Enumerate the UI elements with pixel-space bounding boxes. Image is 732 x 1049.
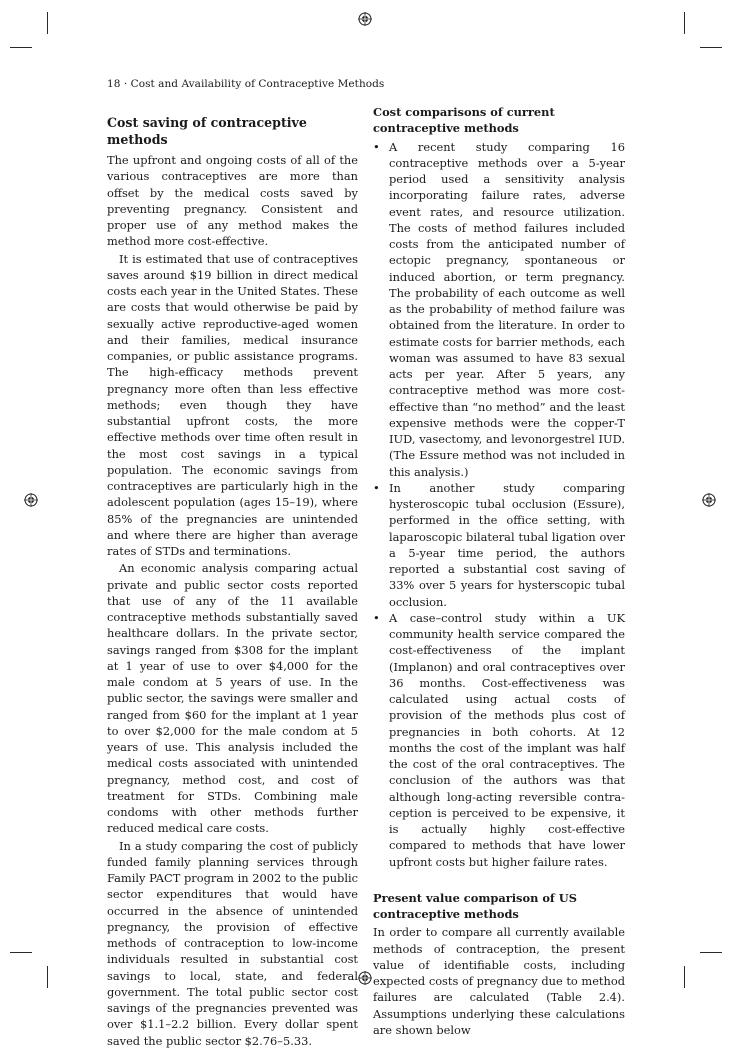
list-item-text: A case–control study within a UK community health service compared the cost-effectiveness of the implant (Implanon) and oral contraceptives over 36 months. Cost-effectiveness was calculated using actual costs of provision of the methods plus cost of pregnancies in both cohorts. At 12 months the cost of the implant was half the cost of the oral contraceptives. The conclusion of the authors was that although long-acting reversible contraception is perceived to be expensive, it is actually highly cost-effective compared to methods that have lower upfront costs but higher failure rates. (389, 610, 625, 869)
section-heading-cost-comparisons: Cost comparisons of current contraceptive methods (373, 105, 555, 136)
crop-mark-top-left-h (10, 47, 32, 48)
paragraph: The upfront and ongoing costs of all of the various contraceptives are more than offset by the medical costs saved by preventing pregnancy. Consistent and proper use of any method makes the method more cost-effective. (107, 153, 358, 249)
section-spacer (373, 870, 625, 890)
list-item (373, 610, 625, 870)
right-column (373, 104, 625, 1038)
crop-mark-top-right-v (684, 12, 685, 34)
section-heading-present-value: Present value comparison of US contraceptive methods (373, 890, 577, 921)
registration-mark-bottom-icon (358, 971, 372, 985)
running-head: 18 · Cost and Availability of Contraceptive Methods (107, 78, 385, 90)
paragraph: In order to compare all currently available methods of contraception, the present value of identifiable costs, including expected costs of pregnancy due to method failures are calculated (Table 2.4). Assumptions underlying these calculations are shown below (373, 925, 625, 1037)
list-item (373, 480, 625, 610)
paragraph: An economic analysis comparing actual private and public sector costs reported that use of any of the 11 available contraceptive methods substantially saved healthcare dollars. In the private sector, savings ranged from $308 for the implant at 1 year of use to over $4,000 for the male condom at 5 years of use. In the public sector, the savings were smaller and ranged from $60 for the implant at 1 year to over $2,000 for the male condom at 5 years of use. This analysis included the medical costs associated with unintended pregnancy, method cost, and cost of treatment for STDs. Combining male condoms with other methods further reduced medical care costs. (107, 561, 358, 836)
left-column (107, 104, 358, 1049)
list-item (373, 139, 625, 480)
registration-mark-left-icon (24, 493, 38, 507)
registration-mark-right-icon (702, 493, 716, 507)
registration-mark-top-icon (358, 12, 372, 26)
crop-mark-bottom-right-h (700, 952, 722, 953)
bullet-icon: • (373, 610, 380, 625)
section-heading-cost-saving: Cost saving of contraceptive methods (107, 115, 307, 147)
crop-mark-bottom-right-v (684, 966, 685, 988)
bullet-icon: • (373, 480, 380, 495)
crop-mark-top-right-h (700, 47, 722, 48)
bullet-icon: • (373, 139, 380, 154)
paragraph: It is estimated that use of contraceptives saves around $19 billion in direct medical costs each year in the United States. These are costs that would otherwise be paid by sexually active reproductive-aged women and their families, medical insurance companies, or public assistance programs. The high-efficacy methods prevent pregnancy more often than less effective methods; even though they have substantial upfront costs, the more effective methods over time often result in the most cost savings in a typical population. The economic savings from contraceptives are particularly high in the adolescent population (ages 15–19), where 85% of the pregnancies are unintended and where there are higher than average rates of STDs and terminations. (107, 251, 358, 558)
paragraph: In a study comparing the cost of publicly funded family planning services through Family PACT program in 2002 to the public sector expenditures that would have occurred in the absence of unintended pregnancy, the provision of effective methods of contraception to low-income individuals resulted in substantial cost savings to local, state, and federal government. The total public sector cost savings of the pregnancies prevented was over $1.1–2.2 billion. Every dollar spent saved the public sector $2.76–5.33. (107, 838, 358, 1048)
crop-mark-top-left-v (47, 12, 48, 34)
list-item-text: In another study comparing hysteroscopic tubal occlusion (Essure), performed in the office setting, with laparoscopic bilateral tubal ligation over a 5-year time period, the authors reported a substantial cost saving of 33% over 5 years for hysterscopic tubal occlusion. (389, 480, 625, 609)
crop-mark-bottom-left-h (10, 952, 32, 953)
bullet-list (373, 139, 625, 870)
list-item-text: A recent study comparing 16 contraceptive methods over a 5-year period used a sensitivity analysis incorporating failure rates, adverse event rates, and resource utilization. The costs of method failures included costs from the anticipated number of ectopic pregnancy, spontaneous or induced abortion, or term pregnancy. The probability of each outcome as well as the probability of method failure was obtained from the literature. In order to estimate costs for barrier methods, each woman was assumed to have 83 sexual acts per year. After 5 years, any contraceptive method was more cost-effective than “no method” and the least expensive methods were the copper-T IUD, vasectomy, and levonorgestrel IUD. (The Essure method was not included in this analysis.) (389, 139, 625, 479)
crop-mark-bottom-left-v (47, 966, 48, 988)
